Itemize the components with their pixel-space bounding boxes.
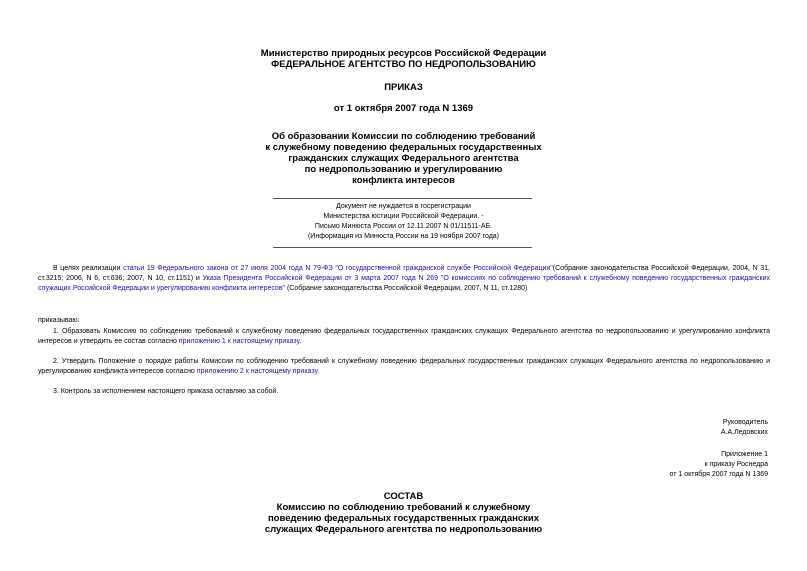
composition-heading: СОСТАВ bbox=[383, 491, 424, 502]
appendix-1-link[interactable]: приложению 1 к настоящему приказу bbox=[178, 338, 300, 345]
title-line: конфликта интересов bbox=[352, 175, 455, 186]
divider-top bbox=[273, 198, 532, 199]
doc-type: ПРИКАЗ bbox=[384, 82, 423, 93]
item-text: . bbox=[299, 338, 302, 345]
registration-note bbox=[0, 202, 807, 242]
divider-bottom bbox=[273, 247, 532, 248]
composition-line: служащих Федерального агентства по недропользованию bbox=[264, 524, 543, 535]
preamble-text: В целях реализации bbox=[53, 265, 124, 272]
federal-law-link[interactable]: статьи 19 Федерального закона от 27 июля 2004 года N 79-ФЗ "О государственной гражданской службе Российской Федерации" bbox=[123, 265, 553, 272]
item-1 bbox=[38, 327, 770, 347]
preamble-text: (Собрание законодательства Российской Федерации, 2007, N 11, ст.1280) bbox=[285, 285, 528, 292]
preamble-text: (Собрание законодательства Российской Федерации, 2004, N 31, ст.3215; 2006, N 6, ст.636; 2007, N 10, ст.1151) и bbox=[38, 265, 770, 282]
appendix-line: к приказу Роснедра bbox=[704, 461, 768, 468]
composition-line: поведению федеральных государственных гражданских bbox=[267, 513, 540, 524]
item-3: 3. Контроль за исполнением настоящего приказа оставляю за собой. bbox=[53, 388, 279, 395]
appendix-header bbox=[670, 450, 768, 480]
note-line: (Информация из Минюста России на 19 ноября 2007 года) bbox=[307, 233, 500, 240]
signature-block bbox=[721, 418, 768, 438]
agency-name: ФЕДЕРАЛЬНОЕ АГЕНТСТВО ПО НЕДРОПОЛЬЗОВАНИЮ bbox=[271, 59, 536, 70]
presidential-decree-link[interactable]: Указа Президента Российской Федерации от 3 марта 2007 года N 269 "О комиссиях по соблюдению требований к служебному поведению государственных гражданских служащих Российской Федерации и урегулированию конфликта интересов" bbox=[38, 275, 770, 292]
appendix-line: Приложение 1 bbox=[721, 451, 768, 458]
appendix-line: от 1 октября 2007 года N 1369 bbox=[669, 471, 768, 478]
composition-title bbox=[0, 502, 807, 535]
order-word: приказываю: bbox=[38, 317, 80, 324]
doc-title bbox=[0, 131, 807, 186]
item-text: . bbox=[317, 368, 320, 375]
signature-name: А.А.Ледовских bbox=[720, 429, 768, 436]
title-line: Об образовании Комиссии по соблюдению требований bbox=[271, 131, 536, 142]
item-text: 2. Утвердить Положение о порядке работы Комиссии по соблюдению требований к служебному поведению федеральных государственных гражданских служащих Федерального агентства по недропользованию и урегулированию конфликта интересов согласно bbox=[38, 358, 770, 375]
preamble-paragraph bbox=[38, 264, 770, 294]
title-line: гражданских служащих Федерального агентства bbox=[288, 153, 519, 164]
note-line: Документ не нуждается в госрегистрации bbox=[336, 203, 471, 210]
title-line: по недропользованию и урегулированию bbox=[304, 164, 503, 175]
title-line: к служебному поведению федеральных государственных bbox=[265, 142, 542, 153]
appendix-2-link[interactable]: приложению 2 к настоящему приказу bbox=[196, 368, 318, 375]
note-line: Письмо Минюста России от 12.11.2007 N 01/11511-АБ. bbox=[314, 223, 493, 230]
note-line: Министерства юстиции Российской Федерации. - bbox=[323, 213, 484, 220]
signature-position: Руководитель bbox=[722, 419, 768, 426]
item-2 bbox=[38, 357, 770, 377]
doc-date-number: от 1 октября 2007 года N 1369 bbox=[333, 103, 474, 114]
ministry-name: Министерство природных ресурсов Российской Федерации bbox=[260, 48, 547, 59]
composition-line: Комиссию по соблюдению требований к служебному bbox=[276, 502, 531, 513]
item-text: 1. Образовать Комиссию по соблюдению требований к служебному поведению федеральных государственных гражданских служащих Федерального агентства по недропользованию и урегулированию конфликта интересов и утвердить ее состав согласно bbox=[38, 328, 770, 345]
